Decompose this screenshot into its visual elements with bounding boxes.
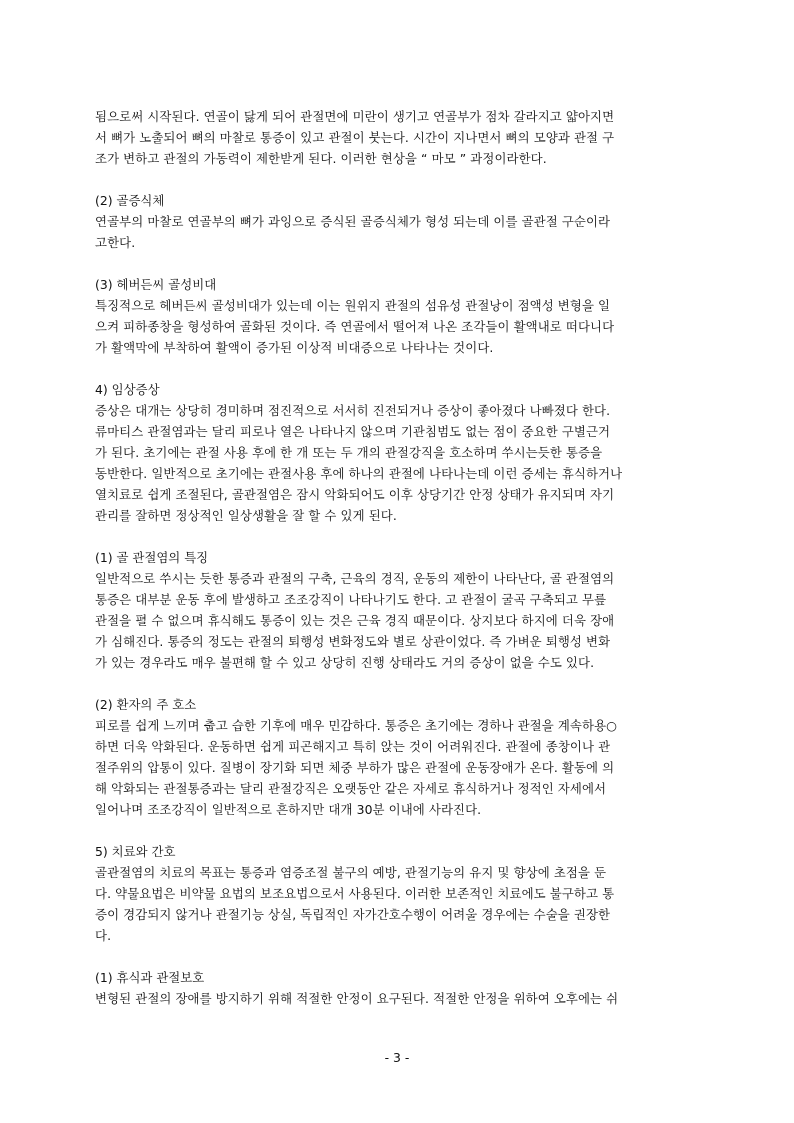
section-heading: (1) 휴식과 관절보호: [95, 970, 205, 985]
section-clinical-symptoms: [95, 379, 699, 526]
paragraph-line: 열치료로 쉽게 조절된다, 골관절염은 잠시 악화되어도 이후 상당기간 안정 상태가 유지되며 자기: [95, 487, 615, 502]
paragraph-line: 골관절염의 치료의 목표는 통증과 염증조절 불구의 예방, 관절기능의 유지 및 향상에 초점을 둔: [95, 865, 607, 880]
paragraph-line: 동반한다. 일반적으로 초기에는 관절사용 후에 하나의 관절에 나타나는데 이런 증세는 휴식하거나: [95, 466, 623, 481]
paragraph-line: 서 뼈가 노출되어 뼈의 마찰로 통증이 있고 관절이 붓는다. 시간이 지나면서 뼈의 모양과 관절 구: [95, 130, 615, 145]
paragraph-line: 조가 변하고 관절의 가동력이 제한받게 된다. 이러한 현상을 “ 마모 ” 과정이라한다.: [95, 151, 547, 166]
paragraph-line: 가 활액막에 부착하여 활액이 증가된 이상적 비대증으로 나타나는 것이다.: [95, 340, 494, 355]
paragraph-line: 피로를 쉽게 느끼며 춥고 습한 기후에 매우 민감하다. 통증은 초기에는 경하나 관절을 계속하용○: [95, 718, 618, 733]
paragraph-line: 류마티스 관절염과는 달리 피로나 열은 나타나지 않으며 기관침범도 없는 점이 중요한 구별근거: [95, 424, 611, 439]
page-number: - 3 -: [384, 1050, 410, 1065]
section-heading: (2) 환자의 주 호소: [95, 697, 197, 712]
paragraph-line: 통증은 대부분 운동 후에 발생하고 조조강직이 나타나기도 한다. 고 관절이 굴곡 구축되고 무릎: [95, 592, 607, 607]
section-heading: (3) 헤버든씨 골성비대: [95, 277, 217, 292]
paragraph-line: 증상은 대개는 상당히 경미하며 점진적으로 서서히 진전되거나 증상이 좋아졌다 나빠졌다 한다.: [95, 403, 611, 418]
section-continuation: [95, 106, 699, 169]
section-heading: 4) 임상증상: [95, 382, 160, 397]
document-body: [95, 106, 699, 1009]
section-heberden-nodes: [95, 274, 699, 358]
paragraph-line: 절주위의 압통이 있다. 질병이 장기화 되면 체중 부하가 많은 관절에 운동장애가 온다. 활동에 의: [95, 760, 615, 775]
paragraph-line: 됨으로써 시작된다. 연골이 닳게 되어 관절면에 미란이 생기고 연골부가 점차 갈라지고 얇아지면: [95, 109, 615, 124]
paragraph-line: 일반적으로 쑤시는 듯한 통증과 관절의 구축, 근육의 경직, 운동의 제한이 나타난다, 골 관절염의: [95, 571, 615, 586]
paragraph-line: 해 악화되는 관절통증과는 달리 관절강직은 오랫동안 같은 자세로 휴식하거나 정적인 자세에서: [95, 781, 607, 796]
paragraph-line: 으켜 피하종창을 형성하여 골화된 것이다. 즉 연골에서 떨어져 나온 조각들이 활액내로 떠다니다: [95, 319, 615, 334]
paragraph-line: 관절을 펼 수 없으며 휴식해도 통증이 있는 것은 근육 경직 때문이다. 상지보다 하지에 더욱 장애: [95, 613, 615, 628]
paragraph-line: 다.: [95, 928, 112, 943]
paragraph-line: 다. 약물요법은 비약물 요법의 보조요법으로서 사용된다. 이러한 보존적인 치료에도 불구하고 통: [95, 886, 615, 901]
paragraph-line: 변형된 관절의 장애를 방지하기 위해 적절한 안정이 요구된다. 적절한 안정을 위하여 오후에는 쉬: [95, 991, 619, 1006]
paragraph-line: 고한다.: [95, 235, 136, 250]
paragraph-line: 관리를 잘하면 정상적인 일상생활을 잘 할 수 있게 된다.: [95, 508, 397, 523]
paragraph-line: 가 심해진다. 통증의 정도는 관절의 퇴행성 변화정도와 별로 상관이었다. 즉 가벼운 퇴행성 변화: [95, 634, 611, 649]
section-heading: 5) 치료와 간호: [95, 844, 176, 859]
section-treatment-and-nursing: [95, 841, 699, 946]
section-rest-and-joint-protection: [95, 967, 699, 1009]
paragraph-line: 가 된다. 초기에는 관절 사용 후에 한 개 또는 두 개의 관절강직을 호소하며 쑤시는듯한 통증을: [95, 445, 603, 460]
paragraph-line: 연골부의 마찰로 연골부의 뼈가 과잉으로 증식된 골증식체가 형성 되는데 이를 골관절 구순이라: [95, 214, 611, 229]
section-heading: (2) 골증식체: [95, 193, 165, 208]
paragraph-line: 가 있는 경우라도 매우 불편해 할 수 있고 상당히 진행 상태라도 거의 증상이 없을 수도 있다.: [95, 655, 595, 670]
section-osteophyte: [95, 190, 699, 253]
paragraph-line: 하면 더욱 악화된다. 운동하면 쉽게 피곤해지고 특히 앉는 것이 어려워진다. 관절에 종창이나 관: [95, 739, 611, 754]
section-chief-complaints: [95, 694, 699, 820]
paragraph-line: 특징적으로 헤버든씨 골성비대가 있는데 이는 원위지 관절의 섬유성 관절낭이 점액성 변형을 일: [95, 298, 611, 313]
section-heading: (1) 골 관절염의 특징: [95, 550, 209, 565]
section-osteoarthritis-features: [95, 547, 699, 673]
paragraph-line: 일어나며 조조강직이 일반적으로 흔하지만 대개 30분 이내에 사라진다.: [95, 802, 482, 817]
paragraph-line: 증이 경감되지 않거나 관절기능 상실, 독립적인 자가간호수행이 어려울 경우에는 수술을 권장한: [95, 907, 611, 922]
